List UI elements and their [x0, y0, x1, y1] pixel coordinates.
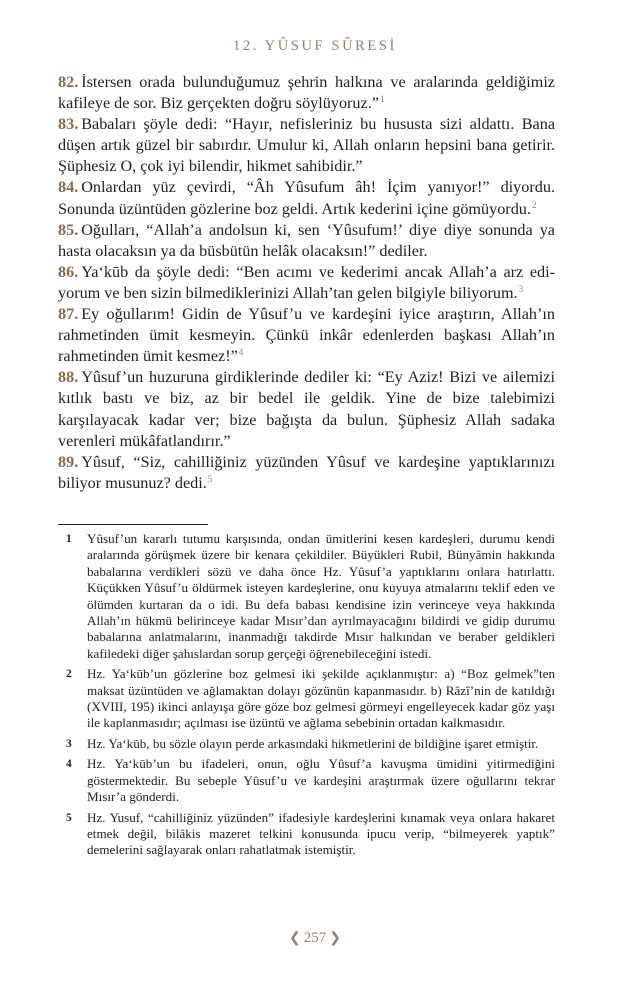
footnote-marker[interactable]: 2 — [531, 199, 537, 210]
footnote-number: 3 — [66, 737, 72, 750]
footnote-text: Hz. Yusuf, “cahilliğiniz yüzünden” ifadesiyle kardeşlerini kınamak veya onlara hakaret etmek değil, bilâkis mazeret telkini konusunda ipucu verip, “bilmeyerek yaptık” demelerini sağlayarak onları rahatlatmak istemiştir. — [87, 809, 555, 858]
left-ornament-icon: ❮ — [289, 931, 301, 946]
verse-text: Ey oğullarım! Gidin de Yûsuf’u ve kardeşini iyice araştırın, Allah’ın rahmetinden ümit kesmeyin. Çünkü inkâr edenlerden başkası Allah’ın rahmetinden ümit kesmez!” — [58, 305, 555, 366]
verse-number: 85. — [58, 220, 79, 239]
verse — [58, 220, 555, 262]
footnote-marker[interactable]: 3 — [518, 283, 524, 294]
verse-text: Onlardan yüz çevirdi, “Âh Yûsufum âh! İçim yanıyor!” diyordu. Sonunda üzüntüden gözlerine boz geldi. Artık kederini içine gömüyordu. — [58, 178, 555, 218]
footnote-number: 1 — [66, 533, 72, 545]
footnote — [58, 810, 555, 859]
verse — [58, 367, 555, 451]
page-number — [0, 930, 630, 947]
right-ornament-icon: ❯ — [329, 931, 341, 946]
verse-text: Yûsuf’un huzuruna girdiklerinde dediler ki: “Ey Aziz! Bizi ve ailemizi kıtlık bastı ve biz, az bir bedel ile geldik. Yine de bize talebimizi karşılayacak kadar ver; bize bağışta da bulun. Şüphesiz Allah sadaka verenleri mükâfatlandırır.” — [58, 368, 555, 450]
footnote — [58, 666, 555, 732]
footnote-marker[interactable]: 1 — [379, 94, 385, 105]
verse — [58, 452, 555, 494]
footnote-text: Hz. Ya‘kūb’un gözlerine boz gelmesi iki şekilde açıklanmıştır: a) “Boz gelmek”ten maksat üzüntüden ve ağlamaktan dolayı gözünün kapanmasıdır. b) Râzî’nin de katıldığı (XVIII, 195) ikinci anlayışa göre göze boz gelmesi görmeyi engelleyecek kadar göz yaşı ile kaplanmasıdır; açılması ise üzüntü ve ağlama sebebinin ortadan kalkmasıdır. — [87, 666, 555, 731]
verse-number: 87. — [58, 305, 79, 324]
verse — [58, 304, 555, 367]
verse-text: Oğulları, “Allah’a andolsun ki, sen ‘Yûsufum!’ diye diye sonunda ya hasta olacaksın ya da büsbütün helâk olacaksın!” dediler. — [58, 220, 555, 260]
footnotes — [58, 531, 555, 863]
footnote — [58, 736, 555, 752]
running-header: 12. YÛSUF SÛRESİ — [233, 38, 397, 54]
verse-text: Yûsuf, “Siz, cahilliğiniz yüzünden Yûsuf ve kardeşine yaptıklarınızı biliyor musunuz? dedi. — [58, 452, 555, 492]
verse-number: 88. — [58, 368, 79, 387]
page-number-text: 257 — [303, 930, 327, 946]
footnote-number: 5 — [66, 811, 72, 824]
footnote — [58, 756, 555, 805]
verse — [58, 114, 555, 177]
verse-number: 82. — [58, 73, 79, 91]
footnote — [58, 531, 555, 662]
footnote-text: Hz. Ya‘kūb’un bu ifadeleri, onun, oğlu Yûsuf’a kavuşma ümidini yitirmediğini göstermektedir. Bu sebeple Yûsuf’u ve kardeşini araştırmak üzere oğullarını tekrar Mısır’a gönderdi. — [87, 756, 555, 805]
verse-text: Ya‘kūb da şöyle dedi: “Ben acımı ve kederimi ancak Allah’a arz ediyorum ve ben sizin bilmediklerinizi Allah’tan gelen bilgiyle biliyorum. — [58, 262, 555, 302]
verse-number: 86. — [58, 262, 79, 281]
verse-number: 83. — [58, 115, 79, 134]
verse — [58, 262, 555, 304]
verse — [58, 177, 555, 219]
verse — [58, 72, 555, 114]
footnote-text: Yûsuf’un kararlı tutumu karşısında, ondan ümitlerini kesen kardeşleri, durumu kendi aralarında görüşmek üzere bir kenara çekildiler. Büyükleri Rubil, Bünyâmin hakkında babalarına verdikleri sözü ve daha önce Hz. Yûsuf’a yaptıklarını onlara hatırlattı. Küçükken Yûsuf’u öldürmek isteyen kardeşlerine, onu kuyuya atmalarını teklif eden ve ölümden kurtaran da o idi. Bu defa babası kendisine izin verinceye veya hakkında Allah’ın hükmü belirinceye kadar Mısır’dan ayrılmayacağını bildirdi ve gidip durumu babalarına anlatmalarını, inanmadığı takdirde Mısır halkından ve beraber geldikleri kafiledeki diğer şahıslardan sorup gerçeği öğrenebileceğini istedi. — [87, 531, 555, 661]
footnote-marker[interactable]: 5 — [207, 473, 213, 484]
verse-number: 84. — [58, 178, 79, 197]
verse-body — [58, 72, 555, 494]
footnote-text: Hz. Ya‘kūb, bu sözle olayın perde arkasındaki hikmetlerini de bildiğine işaret etmiştir. — [87, 735, 539, 751]
footnote-number: 4 — [66, 758, 72, 771]
footnote-marker[interactable]: 4 — [238, 347, 244, 358]
footnote-divider — [58, 524, 208, 525]
verse-number: 89. — [58, 452, 79, 471]
footnote-number: 2 — [66, 668, 72, 681]
verse-text: İstersen orada bulunduğumuz şehrin halkına ve aralarında geldiğimiz kafileye de sor. Biz gerçekten doğru söylüyoruz.” — [58, 73, 555, 113]
verse-text: Babaları şöyle dedi: “Hayır, nefisleriniz bu hususta sizi aldattı. Bana düşen artık güzel bir sabırdır. Umulur ki, Allah onların hepsini bana getirir. Şüphesiz O, çok iyi bilendir, hikmet sahibidir.” — [58, 115, 555, 176]
